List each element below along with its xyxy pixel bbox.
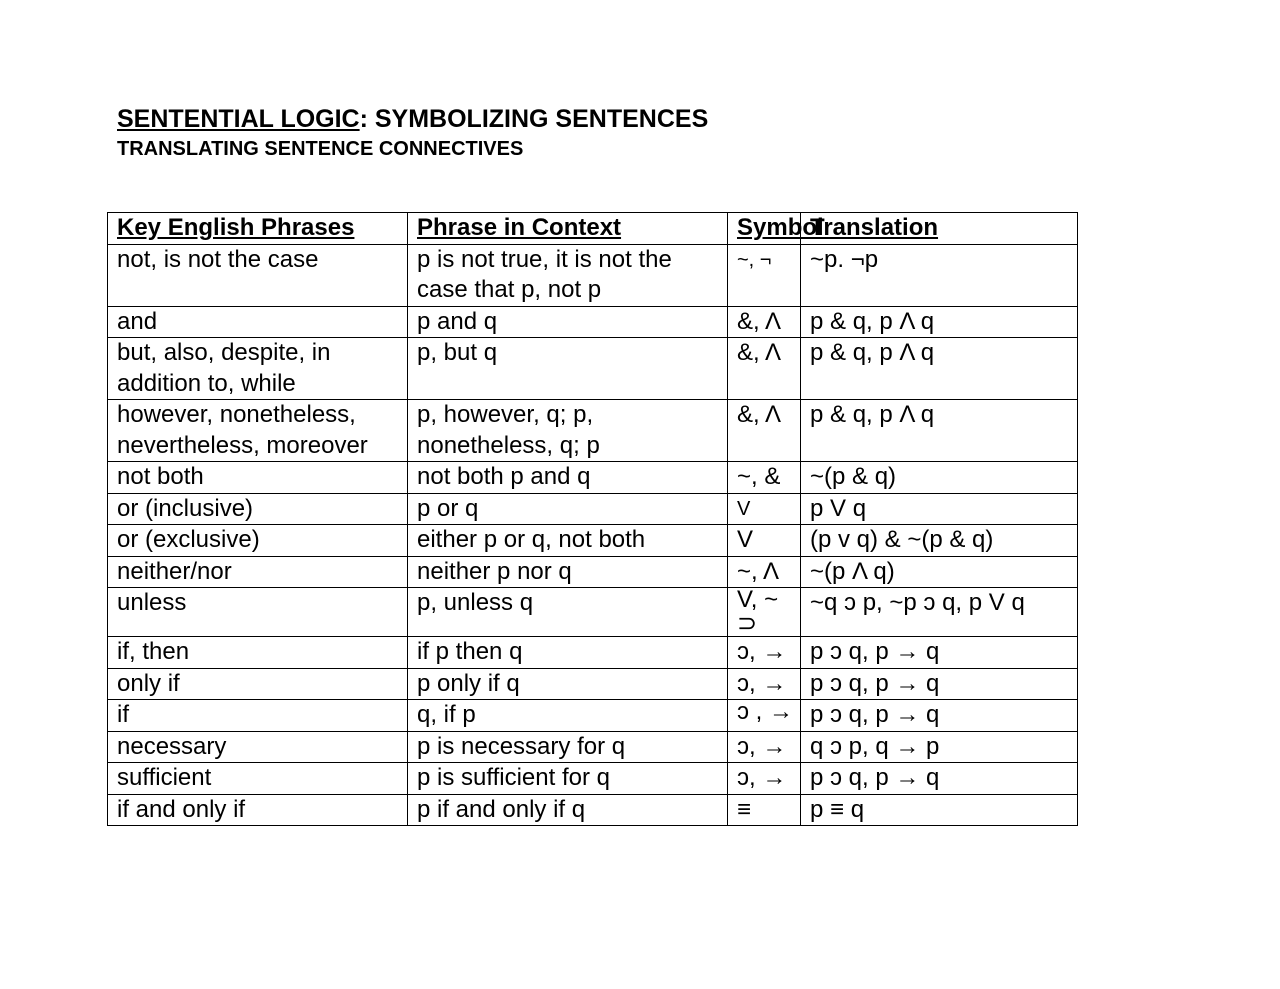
cell-phrase: sufficient bbox=[108, 763, 408, 795]
table-row bbox=[108, 588, 1078, 637]
cell-context: p or q bbox=[408, 493, 728, 525]
cell-phrase: if and only if bbox=[108, 794, 408, 826]
cell-phrase: if bbox=[108, 700, 408, 732]
header-phrase-in-context: Phrase in Context bbox=[408, 213, 728, 245]
table-row bbox=[108, 668, 1078, 700]
cell-translation: p V q bbox=[801, 493, 1078, 525]
cell-context: neither p nor q bbox=[408, 556, 728, 588]
table-row bbox=[108, 700, 1078, 732]
cell-symbol: ͻ , → bbox=[728, 700, 801, 732]
cell-context: p is sufficient for q bbox=[408, 763, 728, 795]
table-row bbox=[108, 763, 1078, 795]
cell-context: p and q bbox=[408, 306, 728, 338]
cell-translation: p ͻ q, p → q bbox=[801, 763, 1078, 795]
cell-symbol: V, ~ ⊃ bbox=[728, 588, 801, 637]
table-row bbox=[108, 493, 1078, 525]
cell-phrase: or (inclusive) bbox=[108, 493, 408, 525]
cell-context: p only if q bbox=[408, 668, 728, 700]
table-header-row bbox=[108, 213, 1078, 245]
table-row bbox=[108, 637, 1078, 669]
cell-context: p is necessary for q bbox=[408, 731, 728, 763]
cell-context: p if and only if q bbox=[408, 794, 728, 826]
cell-translation: (p v q) & ~(p & q) bbox=[801, 525, 1078, 557]
cell-phrase: only if bbox=[108, 668, 408, 700]
cell-symbol: &, Λ bbox=[728, 338, 801, 400]
cell-translation: q ͻ p, q → p bbox=[801, 731, 1078, 763]
cell-phrase: unless bbox=[108, 588, 408, 637]
cell-translation: p ͻ q, p → q bbox=[801, 637, 1078, 669]
table-row bbox=[108, 400, 1078, 462]
title-rest: : SYMBOLIZING SENTENCES bbox=[359, 105, 709, 133]
table-row bbox=[108, 794, 1078, 826]
header-key-english-phrases: Key English Phrases bbox=[108, 213, 408, 245]
table-row bbox=[108, 244, 1078, 306]
cell-symbol: &, Λ bbox=[728, 306, 801, 338]
cell-symbol: &, Λ bbox=[728, 400, 801, 462]
cell-context: either p or q, not both bbox=[408, 525, 728, 557]
header-translation: Translation bbox=[801, 213, 1078, 245]
cell-phrase: but, also, despite, in addition to, while bbox=[108, 338, 408, 400]
cell-phrase: necessary bbox=[108, 731, 408, 763]
cell-translation: ~(p Λ q) bbox=[801, 556, 1078, 588]
cell-phrase: however, nonetheless, nevertheless, moreover bbox=[108, 400, 408, 462]
cell-symbol: V bbox=[728, 525, 801, 557]
cell-phrase: if, then bbox=[108, 637, 408, 669]
connectives-table bbox=[107, 212, 1078, 826]
cell-context: p, unless q bbox=[408, 588, 728, 637]
cell-translation: ~q ͻ p, ~p ͻ q, p V q bbox=[801, 588, 1078, 637]
cell-context: if p then q bbox=[408, 637, 728, 669]
table-row bbox=[108, 525, 1078, 557]
table-row bbox=[108, 338, 1078, 400]
cell-symbol: ≡ bbox=[728, 794, 801, 826]
table-row bbox=[108, 556, 1078, 588]
cell-translation: p ͻ q, p → q bbox=[801, 700, 1078, 732]
cell-context: p is not true, it is not the case that p, not p bbox=[408, 244, 728, 306]
page-subtitle: TRANSLATING SENTENCE CONNECTIVES bbox=[117, 138, 524, 160]
cell-symbol: ~, Λ bbox=[728, 556, 801, 588]
cell-translation: p & q, p Λ q bbox=[801, 400, 1078, 462]
cell-symbol: ͻ, → bbox=[728, 637, 801, 669]
cell-phrase: not both bbox=[108, 462, 408, 494]
cell-translation: p ͻ q, p → q bbox=[801, 668, 1078, 700]
table-row bbox=[108, 306, 1078, 338]
table-row bbox=[108, 731, 1078, 763]
cell-symbol: ~, & bbox=[728, 462, 801, 494]
cell-phrase: neither/nor bbox=[108, 556, 408, 588]
cell-translation: p & q, p Λ q bbox=[801, 306, 1078, 338]
cell-context: p, but q bbox=[408, 338, 728, 400]
cell-translation: ~p. ¬p bbox=[801, 244, 1078, 306]
cell-context: p, however, q; p, nonetheless, q; p bbox=[408, 400, 728, 462]
cell-symbol: ͻ, → bbox=[728, 763, 801, 795]
cell-symbol: ͻ, → bbox=[728, 668, 801, 700]
cell-phrase: or (exclusive) bbox=[108, 525, 408, 557]
cell-translation: ~(p & q) bbox=[801, 462, 1078, 494]
cell-symbol: ~, ¬ bbox=[728, 244, 801, 306]
cell-phrase: not, is not the case bbox=[108, 244, 408, 306]
cell-symbol: ͻ, → bbox=[728, 731, 801, 763]
title-topic: SENTENTIAL LOGIC bbox=[117, 105, 360, 133]
cell-context: q, if p bbox=[408, 700, 728, 732]
cell-phrase: and bbox=[108, 306, 408, 338]
header-symbol: Symbol bbox=[728, 213, 801, 245]
table-row bbox=[108, 462, 1078, 494]
cell-context: not both p and q bbox=[408, 462, 728, 494]
cell-translation: p ≡ q bbox=[801, 794, 1078, 826]
cell-symbol: V bbox=[728, 493, 801, 525]
page-title bbox=[117, 104, 708, 134]
cell-translation: p & q, p Λ q bbox=[801, 338, 1078, 400]
